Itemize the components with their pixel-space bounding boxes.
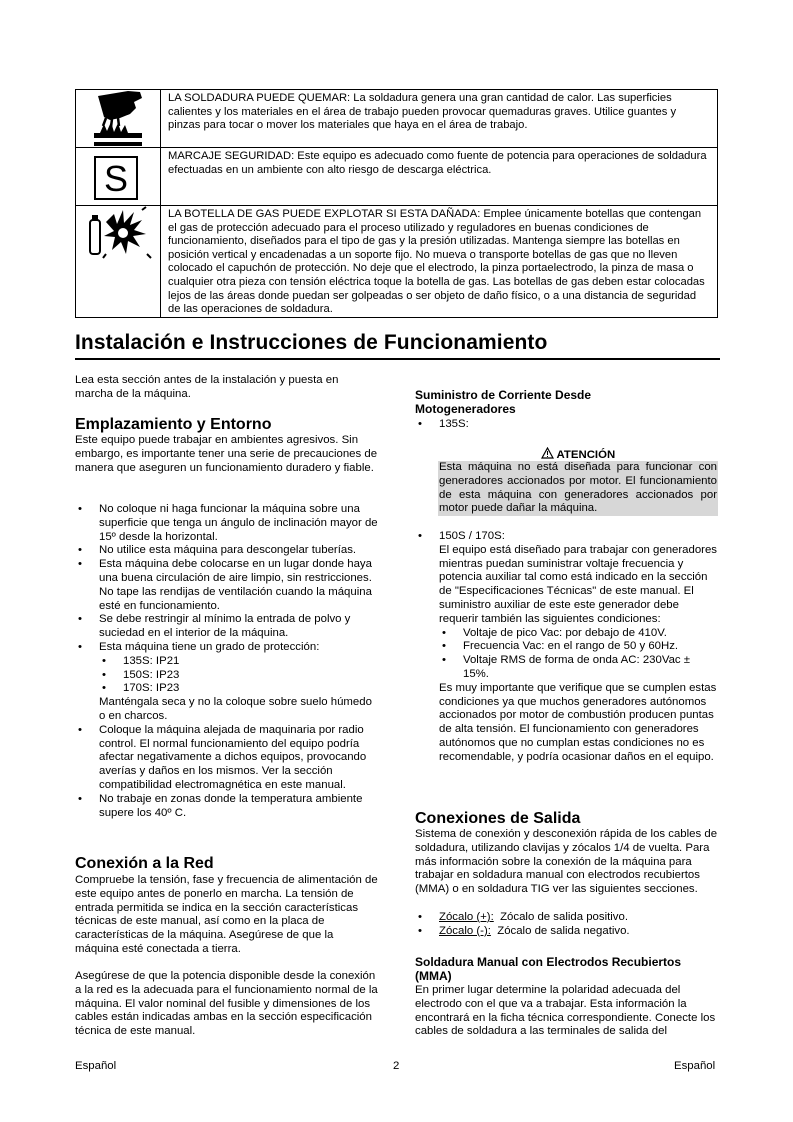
suministro-list-1 bbox=[415, 418, 715, 432]
warning-text-safety-mark: MARCAJE SEGURIDAD: Este equipo es adecuado como fuente de potencia para operaciones de soldadura efectuadas en un ambiente con alto riesgo de descarga eléctrica. bbox=[168, 150, 707, 176]
list-item: • No utilice esta máquina para descongelar tuberías. bbox=[75, 544, 381, 558]
sub-list-item: • Voltaje RMS de forma de onda AC: 230Vac ± 15%. bbox=[439, 654, 719, 682]
heading-suministro: Suministro de Corriente Desde Motogeneradores bbox=[415, 388, 592, 416]
list-item: • 135S: bbox=[415, 418, 715, 432]
socket-negative-text: Zócalo de salida negativo. bbox=[490, 924, 630, 937]
heading-emplazamiento: Emplazamiento y Entorno bbox=[75, 416, 272, 433]
list-item bbox=[415, 530, 719, 765]
safety-mark-icon-cell bbox=[76, 148, 161, 205]
salida-list bbox=[415, 911, 719, 939]
warning-triangle-icon bbox=[541, 447, 554, 459]
atencion-label: ATENCIÓN bbox=[556, 449, 616, 461]
intro-paragraph: Lea esta sección antes de la instalación y puesta en marcha de la máquina. bbox=[75, 374, 339, 400]
socket-negative-label: Zócalo (-): bbox=[439, 924, 491, 937]
heading-salida: Conexiones de Salida bbox=[415, 810, 581, 827]
page-number: 2 bbox=[393, 1060, 400, 1072]
warning-row-burn bbox=[76, 90, 717, 148]
suministro-list-2 bbox=[415, 530, 719, 765]
conexion-red-paragraph-2: Asegúrese de que la potencia disponible desde la conexión a la red es la adecuada para el funcionamiento normal de la máquina. El valor nominal del fusible y dimensiones de los cables están indicadas ambas en la sección especificación técnica de este manual. bbox=[75, 970, 378, 1038]
atencion-box: Esta máquina no está diseñada para funcionar con generadores accionados por motor. El funcionamiento de esta máquina con generadores accionados por motor puede dañar la máquina. bbox=[439, 461, 717, 515]
heading-conexion-red: Conexión a la Red bbox=[75, 855, 214, 872]
gas-cylinder-explosion-icon bbox=[76, 206, 161, 317]
conexion-red-paragraph-1: Compruebe la tensión, fase y frecuencia de alimentación de este equipo antes de ponerlo en marcha. La tensión de entrada permitida se indica en la sección características técnicas de este manual, así como en la placa de características de la máquina. Asegúrese de que la máquina esté conectada a tierra. bbox=[75, 874, 378, 955]
socket-positive-label: Zócalo (+): bbox=[439, 911, 494, 923]
generator-paragraph: El equipo está diseñado para trabajar con generadores mientras puedan suministrar voltaje frecuencia y potencia auxiliar tal como está indicado en la sección de "Especificaciones Técnicas" de este manual. El suministro auxiliar de este este generador debe requerir también las siguientes condiciones: bbox=[439, 543, 717, 625]
generator-models: • 150S / 170S: bbox=[439, 530, 505, 542]
socket-positive-text: Zócalo de salida positivo. bbox=[493, 911, 628, 923]
list-item: • Esta máquina debe colocarse en un lugar donde haya una buena circulación de aire limpio, sin restricciones. No tape las rendijas de ventilación cuando la máquina esté en funcionamiento. bbox=[75, 558, 381, 613]
s-safety-mark-icon: S bbox=[94, 156, 138, 200]
warning-table bbox=[75, 89, 718, 318]
warning-text-burn: LA SOLDADURA PUEDE QUEMAR: La soldadura genera una gran cantidad de calor. Las superficies calientes y los materiales en el área de trabajo pueden provocar quemaduras graves. Utilice guantes y pinzas para tocar o mover los materiales que haya en el área de trabajo. bbox=[168, 92, 677, 132]
salida-paragraph: Sistema de conexión y desconexión rápida de los cables de soldadura, utilizando clavijas y zócalos 1/4 de vuelta. Para más información sobre la conexión de la máquina para trabajar en soldadura manual con electrodos recubiertos (MMA) o en soldadura TIG ver las siguientes secciones. bbox=[415, 828, 718, 896]
sub-list-item: • 135S: IP21 bbox=[99, 655, 381, 669]
emplazamiento-list bbox=[75, 503, 381, 820]
list-item: • Se debe restringir al mínimo la entrada de polvo y suciedad en el interior de la máquina. bbox=[75, 613, 381, 641]
footer-language-left: Español bbox=[75, 1060, 117, 1072]
list-item: • No coloque ni haga funcionar la máquina sobre una superficie que tenga un ángulo de inclinación mayor de 15º desde la horizontal. bbox=[75, 503, 381, 544]
list-item bbox=[75, 641, 381, 724]
sub-list-item: • 170S: IP23 bbox=[99, 682, 381, 696]
protection-note: Manténgala seca y no la coloque sobre suelo húmedo o en charcos. bbox=[99, 696, 372, 722]
list-item bbox=[415, 925, 719, 939]
atencion-header bbox=[438, 447, 718, 462]
title-divider bbox=[75, 358, 720, 360]
sub-list-item: • 150S: IP23 bbox=[99, 669, 381, 683]
warning-row-gas bbox=[76, 206, 717, 317]
warning-row-safety-mark bbox=[76, 148, 717, 206]
protection-intro: Esta máquina tiene un grado de protección: bbox=[99, 640, 320, 653]
sub-list-item: • Frecuencia Vac: en el rango de 50 y 60Hz. bbox=[439, 640, 719, 654]
warning-text-gas: LA BOTELLA DE GAS PUEDE EXPLOTAR SI ESTA DAÑADA: Emplee únicamente botellas que contengan el gas de protección adecuado para el proceso utilizado y reguladores en buenas condiciones de funcionamiento, diseñados para el tipo de gas y la presión utilizadas. Mantenga siempre las botellas en posición vertical y encadenadas a un soporte fijo. No mueva o transporte botellas de gas que no lleven colocado el capuchón de protección. No deje que el electrodo, la pinza portaelectrodo, la pinza de masa o cualquier otra pieza con tensión eléctrica toque la botella de gas. Las botellas de gas deben estar colocadas lejos de las áreas donde puedan ser golpeadas o ser objeto de daño físico, o a una distancia de seguridad de las operaciones de soldadura. bbox=[168, 208, 705, 316]
footer-language-right: Español bbox=[674, 1060, 716, 1072]
generator-conditions-list bbox=[439, 627, 719, 682]
list-item: • Coloque la máquina alejada de maquinaria por radio control. El normal funcionamiento del equipo podría afectar negativamente a dichos equipos, provocando averías y daños en los mismos. Ver la sección compatibilidad electromagnética en este manual. bbox=[75, 724, 381, 793]
hot-surface-burn-icon bbox=[76, 90, 161, 147]
generator-note: Es muy importante que verifique que se cumplen estas condiciones ya que muchos generadores autónomos accionados por motor de combustión producen puntas de alta tensión. El funcionamiento con generadores autónomos que no cumplan estas condiciones no es recomendable, y podría ocasionar daños en el equipo. bbox=[439, 681, 717, 763]
emplazamiento-paragraph: Este equipo puede trabajar en ambientes agresivos. Sin embargo, es importante tener una serie de precauciones de manera que aseguren un funcionamiento duradero y fiable. bbox=[75, 434, 378, 474]
heading-mma: Soldadura Manual con Electrodos Recubiertos (MMA) bbox=[415, 955, 682, 983]
protection-sublist bbox=[99, 655, 381, 696]
list-item bbox=[415, 911, 719, 925]
list-item: • No trabaje en zonas donde la temperatura ambiente supere los 40º C. bbox=[75, 793, 381, 821]
sub-list-item: • Voltaje de pico Vac: por debajo de 410V. bbox=[439, 627, 719, 641]
page-title: Instalación e Instrucciones de Funcionamiento bbox=[75, 331, 548, 354]
mma-paragraph: En primer lugar determine la polaridad adecuada del electrodo con el que va a trabajar. Esta información la encontrará en la ficha técnica correspondiente. Conecte los cables de soldadura a las terminales de salida del bbox=[415, 984, 716, 1038]
